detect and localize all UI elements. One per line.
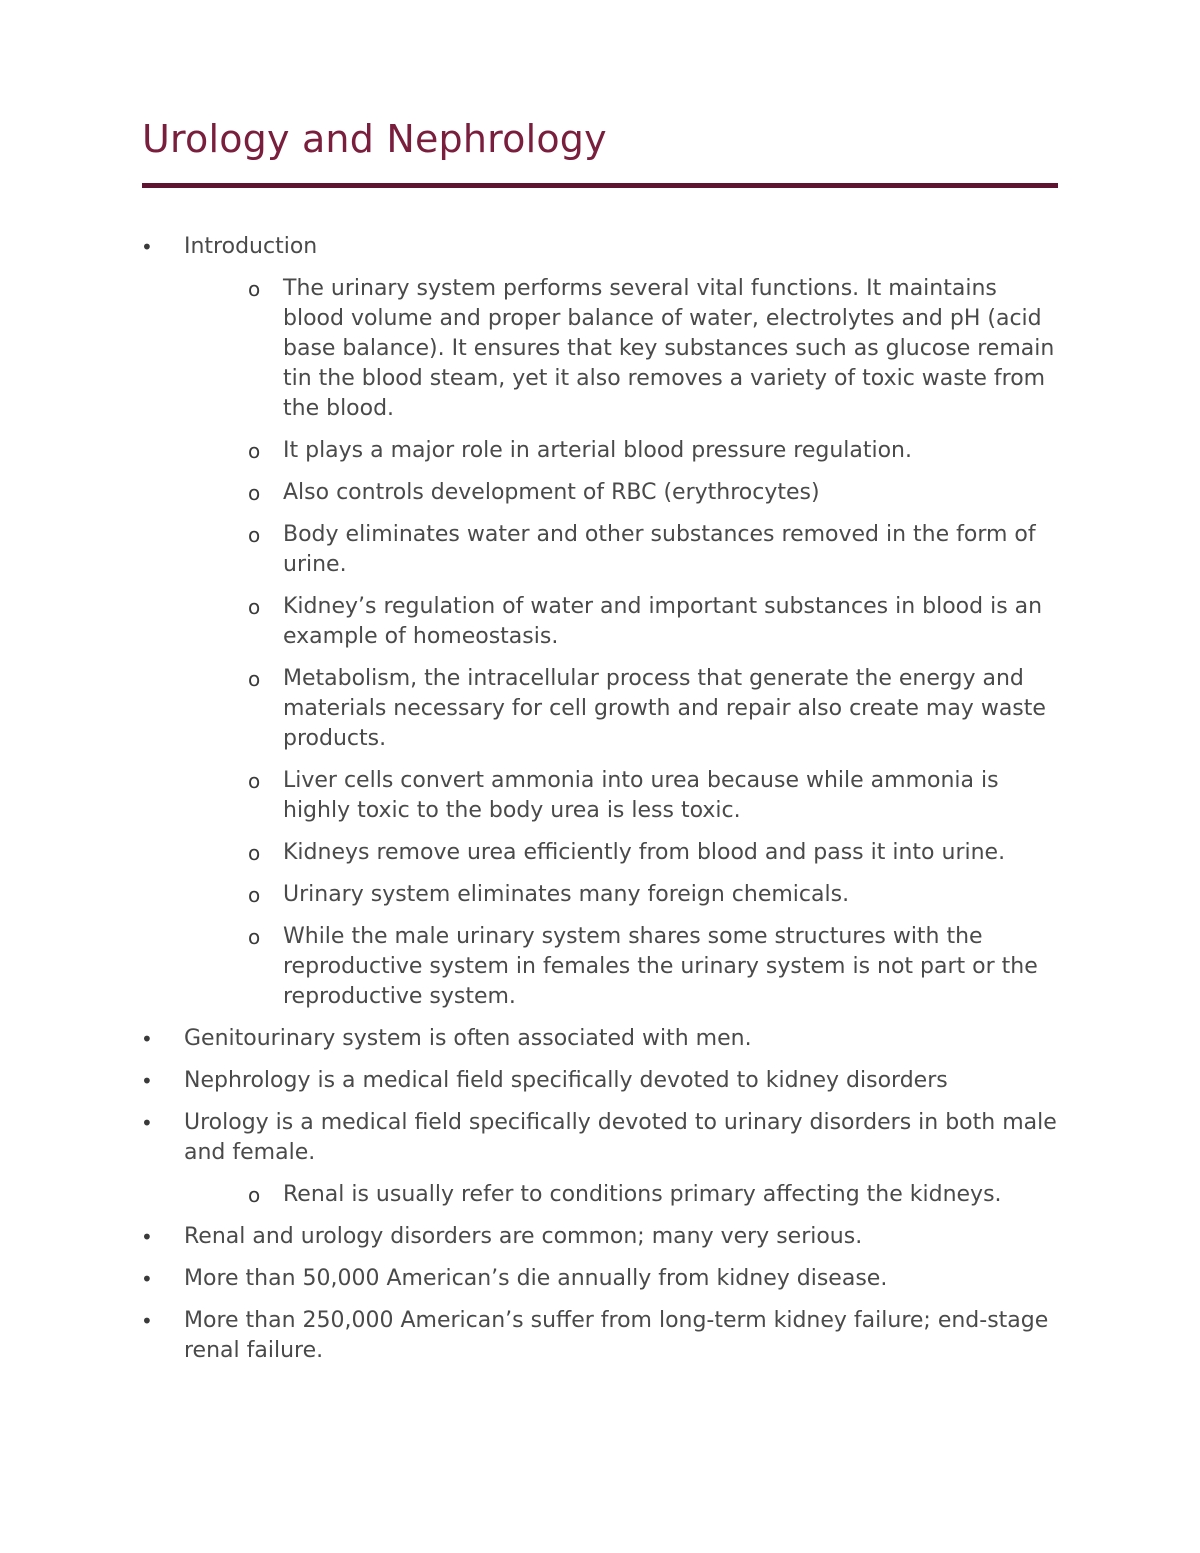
- list-item-text: Urinary system eliminates many foreign chemicals.: [283, 882, 850, 907]
- list-item-text: Liver cells convert ammonia into urea because while ammonia is highly toxic to the body urea is less toxic.: [283, 768, 999, 823]
- sub-bullet-marker: o: [248, 277, 261, 301]
- sub-bullet-marker: o: [248, 439, 261, 463]
- bullet-marker: •: [141, 235, 153, 259]
- bullet-marker: •: [141, 1027, 153, 1051]
- list-item-text: Body eliminates water and other substances removed in the form of urine.: [283, 522, 1036, 577]
- list-item: [0, 274, 1060, 424]
- list-item-text: Kidneys remove urea efficiently from blood and pass it into urine.: [283, 840, 1006, 865]
- list-item-text: Renal is usually refer to conditions primary affecting the kidneys.: [283, 1182, 1002, 1207]
- page-title: Urology and Nephrology: [142, 117, 607, 161]
- list-item-text: Kidney’s regulation of water and important substances in blood is an example of homeostasis.: [283, 594, 1043, 649]
- list-item-text: Urology is a medical field specifically devoted to urinary disorders in both male and female.: [184, 1110, 1057, 1165]
- list-item: [0, 766, 1060, 826]
- list-item: [0, 880, 1060, 910]
- sub-bullet-marker: o: [248, 595, 261, 619]
- list-item: [0, 1306, 1060, 1366]
- list-item-text: It plays a major role in arterial blood pressure regulation.: [283, 438, 912, 463]
- list-item: [0, 436, 1060, 466]
- list-item: [0, 664, 1060, 754]
- list-item: [0, 592, 1060, 652]
- list-item-text: While the male urinary system shares some structures with the reproductive system in females the urinary system is not part or the reproductive system.: [283, 924, 1038, 1009]
- sub-bullet-marker: o: [248, 523, 261, 547]
- list-item-text: More than 50,000 American’s die annually from kidney disease.: [184, 1266, 888, 1291]
- list-item: [0, 1264, 1060, 1294]
- list-item: [0, 1066, 1060, 1096]
- bullet-marker: •: [141, 1225, 153, 1249]
- list-item-text: Genitourinary system is often associated with men.: [184, 1026, 752, 1051]
- list-item: [0, 1222, 1060, 1252]
- list-item-text: Nephrology is a medical field specifically devoted to kidney disorders: [184, 1068, 948, 1093]
- list-item-text: Renal and urology disorders are common; many very serious.: [184, 1224, 863, 1249]
- list-item: [0, 1108, 1060, 1168]
- bullet-marker: •: [141, 1069, 153, 1093]
- list-item: [0, 1180, 1060, 1210]
- list-item: [0, 838, 1060, 868]
- list-item: [0, 232, 1060, 262]
- list-item-text: Metabolism, the intracellular process that generate the energy and materials necessary for cell growth and repair also create may waste products.: [283, 666, 1046, 751]
- bullet-marker: •: [141, 1309, 153, 1333]
- list-item-text: Introduction: [184, 234, 318, 259]
- list-item: [0, 520, 1060, 580]
- sub-bullet-marker: o: [248, 769, 261, 793]
- bullet-list: [0, 232, 1200, 1378]
- list-item: [0, 478, 1060, 508]
- sub-bullet-marker: o: [248, 667, 261, 691]
- bullet-marker: •: [141, 1267, 153, 1291]
- list-item: [0, 922, 1060, 1012]
- title-underline-rule: [142, 183, 1058, 188]
- bullet-marker: •: [141, 1111, 153, 1135]
- sub-bullet-marker: o: [248, 841, 261, 865]
- sub-bullet-marker: o: [248, 883, 261, 907]
- list-item-text: More than 250,000 American’s suffer from long-term kidney failure; end-stage renal failure.: [184, 1308, 1049, 1363]
- list-item-text: The urinary system performs several vital functions. It maintains blood volume and proper balance of water, electrolytes and pH (acid base balance). It ensures that key substances such as glucose remain tin the blood steam, yet it also removes a variety of toxic waste from the blood.: [283, 276, 1055, 421]
- sub-bullet-marker: o: [248, 925, 261, 949]
- list-item-text: Also controls development of RBC (erythrocytes): [283, 480, 820, 505]
- sub-bullet-marker: o: [248, 1183, 261, 1207]
- list-item: [0, 1024, 1060, 1054]
- sub-bullet-marker: o: [248, 481, 261, 505]
